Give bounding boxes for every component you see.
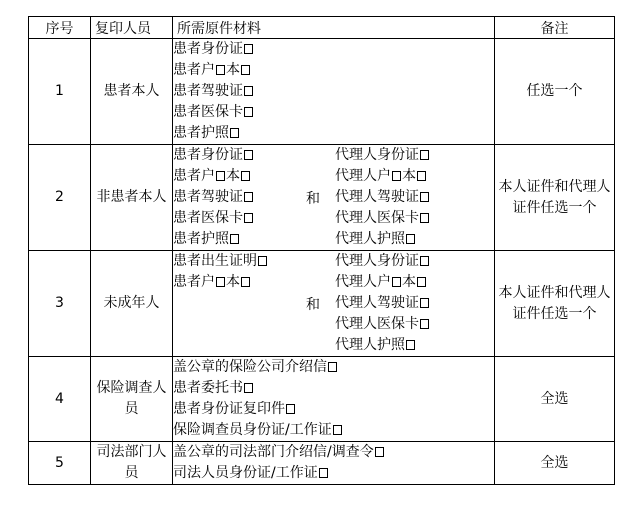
row-person: 非患者本人 <box>91 145 173 251</box>
header-no: 序号 <box>29 17 91 39</box>
table-row <box>29 145 615 251</box>
material-label: 代理人护照 <box>335 231 405 247</box>
checkbox-icon <box>216 171 225 181</box>
material-item <box>335 335 494 356</box>
checkbox-icon <box>420 213 429 223</box>
row-person: 保险调查人员 <box>91 357 173 442</box>
material-label: 本 <box>226 274 240 290</box>
row-person: 未成年人 <box>91 251 173 357</box>
material-item <box>335 251 494 272</box>
material-item <box>335 272 494 293</box>
header-note: 备注 <box>495 17 615 39</box>
checkbox-icon <box>420 319 429 329</box>
material-item <box>335 208 494 229</box>
checkbox-icon <box>244 107 253 117</box>
material-label: 患者医保卡 <box>173 210 243 226</box>
checkbox-icon <box>230 128 239 138</box>
materials-table <box>28 16 615 485</box>
material-label: 患者出生证明 <box>173 253 257 269</box>
row-number: 4 <box>29 357 91 442</box>
material-label: 代理人身份证 <box>335 253 419 269</box>
header-materials: 所需原件材料 <box>173 17 495 39</box>
row-materials <box>173 39 495 145</box>
material-item <box>173 420 494 441</box>
checkbox-icon <box>406 340 415 350</box>
material-label: 患者驾驶证 <box>173 83 243 99</box>
checkbox-icon <box>417 277 426 287</box>
material-item <box>173 272 291 293</box>
row-number: 1 <box>29 39 91 145</box>
checkbox-icon <box>420 256 429 266</box>
table-row <box>29 442 615 485</box>
material-item <box>173 123 494 144</box>
row-note: 全选 <box>495 357 615 442</box>
material-item <box>173 81 494 102</box>
and-connector: 和 <box>306 190 320 207</box>
checkbox-icon <box>241 65 250 75</box>
row-number: 5 <box>29 442 91 485</box>
row-person: 司法部门人员 <box>91 442 173 485</box>
checkbox-icon <box>406 234 415 244</box>
material-item <box>335 314 494 335</box>
material-label: 本 <box>402 168 416 184</box>
material-label: 患者委托书 <box>173 380 243 396</box>
checkbox-icon <box>241 277 250 287</box>
material-item <box>173 463 494 484</box>
checkbox-icon <box>417 171 426 181</box>
row-note: 任选一个 <box>495 39 615 145</box>
material-label: 患者户 <box>173 62 215 78</box>
material-label: 代理人驾驶证 <box>335 189 419 205</box>
row-materials <box>173 357 495 442</box>
checkbox-icon <box>392 171 401 181</box>
material-item <box>173 166 291 187</box>
row-note: 全选 <box>495 442 615 485</box>
material-label: 本 <box>402 274 416 290</box>
checkbox-icon <box>244 383 253 393</box>
material-label: 盖公章的司法部门介绍信/调查令 <box>173 444 374 460</box>
checkbox-icon <box>244 192 253 202</box>
checkbox-icon <box>244 44 253 54</box>
material-label: 代理人医保卡 <box>335 316 419 332</box>
material-item <box>173 39 494 60</box>
and-connector: 和 <box>306 296 320 313</box>
material-label: 代理人身份证 <box>335 147 419 163</box>
row-person: 患者本人 <box>91 39 173 145</box>
material-item <box>335 166 494 187</box>
material-label: 患者户 <box>173 274 215 290</box>
material-item <box>173 378 494 399</box>
checkbox-icon <box>230 234 239 244</box>
material-item <box>173 251 291 272</box>
checkbox-icon <box>241 171 250 181</box>
material-label: 代理人医保卡 <box>335 210 419 226</box>
material-label: 司法人员身份证/工作证 <box>173 465 318 481</box>
material-label: 本 <box>226 62 240 78</box>
material-item <box>173 187 291 208</box>
row-materials <box>173 442 495 485</box>
checkbox-icon <box>319 468 328 478</box>
material-label: 患者身份证 <box>173 147 243 163</box>
checkbox-icon <box>286 404 295 414</box>
material-label: 代理人护照 <box>335 337 405 353</box>
material-item <box>173 145 291 166</box>
row-note: 本人证件和代理人证件任选一个 <box>495 251 615 357</box>
row-number: 3 <box>29 251 91 357</box>
table-row <box>29 251 615 357</box>
material-item <box>335 145 494 166</box>
row-number: 2 <box>29 145 91 251</box>
material-item <box>335 187 494 208</box>
material-label: 患者驾驶证 <box>173 189 243 205</box>
checkbox-icon <box>392 277 401 287</box>
checkbox-icon <box>420 298 429 308</box>
material-item <box>173 229 291 250</box>
material-item <box>173 399 494 420</box>
material-label: 盖公章的保险公司介绍信 <box>173 359 327 375</box>
checkbox-icon <box>333 425 342 435</box>
material-item <box>173 442 494 463</box>
checkbox-icon <box>244 150 253 160</box>
checkbox-icon <box>420 150 429 160</box>
table-row <box>29 39 615 145</box>
material-item <box>335 229 494 250</box>
material-label: 保险调查员身份证/工作证 <box>173 422 332 438</box>
material-item <box>335 293 494 314</box>
material-label: 患者户 <box>173 168 215 184</box>
material-item <box>173 357 494 378</box>
material-item <box>173 208 291 229</box>
material-label: 代理人户 <box>335 274 391 290</box>
checkbox-icon <box>216 65 225 75</box>
checkbox-icon <box>244 86 253 96</box>
checkbox-icon <box>244 213 253 223</box>
row-materials <box>173 251 495 357</box>
material-label: 患者医保卡 <box>173 104 243 120</box>
material-label: 患者护照 <box>173 231 229 247</box>
checkbox-icon <box>258 256 267 266</box>
checkbox-icon <box>420 192 429 202</box>
checkbox-icon <box>328 362 337 372</box>
table-row <box>29 357 615 442</box>
material-item <box>173 102 494 123</box>
header-person: 复印人员 <box>91 17 173 39</box>
material-item <box>173 60 494 81</box>
checkbox-icon <box>375 447 384 457</box>
material-label: 代理人户 <box>335 168 391 184</box>
checkbox-icon <box>216 277 225 287</box>
material-label: 患者身份证 <box>173 41 243 57</box>
row-materials <box>173 145 495 251</box>
material-label: 本 <box>226 168 240 184</box>
header-row <box>29 17 615 39</box>
material-label: 患者身份证复印件 <box>173 401 285 417</box>
material-label: 代理人驾驶证 <box>335 295 419 311</box>
material-label: 患者护照 <box>173 125 229 141</box>
row-note: 本人证件和代理人证件任选一个 <box>495 145 615 251</box>
